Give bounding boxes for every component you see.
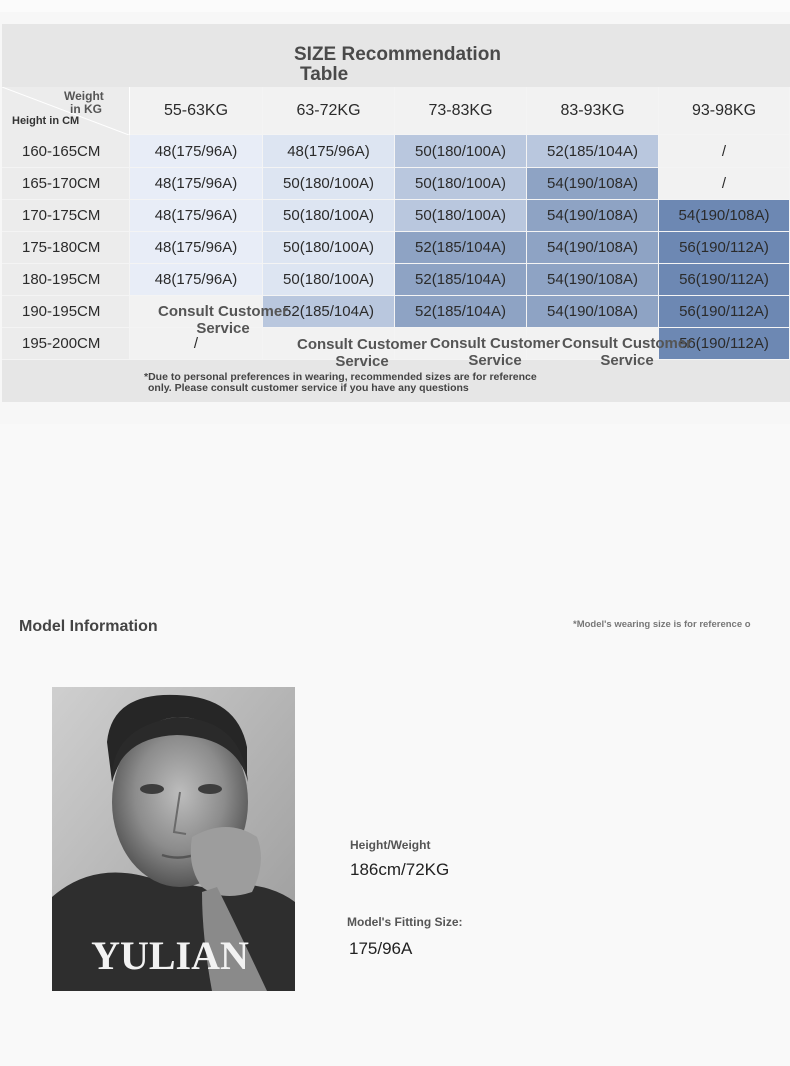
size-cell: 54(190/108A) bbox=[527, 264, 659, 296]
height-row-label: 170-175CM bbox=[2, 200, 130, 232]
height-row-label: 165-170CM bbox=[2, 168, 130, 200]
top-band bbox=[0, 0, 790, 12]
size-cell: 52(185/104A) bbox=[395, 232, 527, 264]
consult-customer-service-overlay bbox=[158, 303, 288, 337]
consult-line2: Service bbox=[196, 320, 250, 337]
corner-weight-label bbox=[64, 90, 104, 116]
size-cell: 52(185/104A) bbox=[395, 264, 527, 296]
height-weight-label: Height/Weight bbox=[350, 838, 431, 852]
size-cell: 56(190/112A) bbox=[659, 296, 790, 328]
consult-line2: Service bbox=[335, 353, 389, 370]
size-cell: 52(185/104A) bbox=[527, 135, 659, 168]
size-cell: 48(175/96A) bbox=[130, 232, 263, 264]
height-row-label: 195-200CM bbox=[2, 328, 130, 360]
model-photo bbox=[52, 687, 295, 991]
size-cell: 54(190/108A) bbox=[527, 296, 659, 328]
note-line2: only. Please consult customer service if you have any questions bbox=[148, 382, 469, 394]
size-cell: 56(190/112A) bbox=[659, 264, 790, 296]
model-section-title: Model Information bbox=[19, 618, 158, 635]
model-reference-note: *Model's wearing size is for reference o bbox=[573, 619, 751, 630]
size-cell: / bbox=[659, 168, 790, 200]
weight-header-2: 63-72KG bbox=[263, 87, 395, 135]
corner-weight-line1: Weight bbox=[64, 89, 104, 103]
fitting-size-value: 175/96A bbox=[349, 939, 413, 958]
weight-header-3: 73-83KG bbox=[395, 87, 527, 135]
size-cell: 52(185/104A) bbox=[263, 296, 395, 328]
size-cell: 50(180/100A) bbox=[395, 135, 527, 168]
height-weight-value: 186cm/72KG bbox=[350, 860, 450, 879]
consult-line1: Consult Customer bbox=[562, 335, 693, 352]
size-cell: 48(175/96A) bbox=[130, 264, 263, 296]
size-cell: 48(175/96A) bbox=[130, 168, 263, 200]
height-row-label: 190-195CM bbox=[2, 296, 130, 328]
size-cell: 56(190/112A) bbox=[659, 232, 790, 264]
size-cell: 52(185/104A) bbox=[395, 296, 527, 328]
size-cell: 50(180/100A) bbox=[263, 168, 395, 200]
size-cell: 48(175/96A) bbox=[130, 135, 263, 168]
table-corner-header bbox=[2, 87, 130, 136]
size-cell: 50(180/100A) bbox=[263, 232, 395, 264]
size-cell: 56(190/112A) bbox=[659, 328, 790, 360]
corner-height-label: Height in CM bbox=[12, 115, 80, 127]
height-row-label: 160-165CM bbox=[2, 135, 130, 168]
size-cell: 54(190/108A) bbox=[659, 200, 790, 232]
size-cell: 48(175/96A) bbox=[263, 135, 395, 168]
note-line1: *Due to personal preferences in wearing, recommended sizes are for reference bbox=[144, 371, 537, 383]
size-cell: 50(180/100A) bbox=[263, 200, 395, 232]
size-cell: 54(190/108A) bbox=[527, 200, 659, 232]
height-row-label: 180-195CM bbox=[2, 264, 130, 296]
weight-header-5: 93-98KG bbox=[659, 87, 790, 135]
weight-header-4: 83-93KG bbox=[527, 87, 659, 135]
consult-line2: Service bbox=[600, 352, 654, 369]
size-cell: 54(190/108A) bbox=[527, 168, 659, 200]
consult-customer-service-overlay bbox=[562, 335, 692, 369]
size-cell: 50(180/100A) bbox=[395, 200, 527, 232]
model-photo-brand: YULIAN bbox=[91, 933, 249, 978]
size-table-note bbox=[144, 372, 537, 394]
fitting-size-label: Model's Fitting Size: bbox=[347, 915, 463, 929]
size-cell: 50(180/100A) bbox=[263, 264, 395, 296]
height-row-label: 175-180CM bbox=[2, 232, 130, 264]
consult-line1: Consult Customer bbox=[297, 336, 428, 353]
corner-weight-line2: in KG bbox=[70, 102, 102, 116]
consult-line2: Service bbox=[468, 352, 522, 369]
size-cell: / bbox=[130, 328, 263, 360]
size-cell: 48(175/96A) bbox=[130, 200, 263, 232]
size-cell: 54(190/108A) bbox=[527, 232, 659, 264]
size-title-line2: Table bbox=[300, 64, 349, 85]
size-cell: 50(180/100A) bbox=[395, 168, 527, 200]
consult-customer-service-overlay bbox=[297, 336, 427, 370]
consult-customer-service-overlay bbox=[430, 335, 560, 369]
size-cell: / bbox=[659, 135, 790, 168]
weight-header-1: 55-63KG bbox=[130, 87, 263, 135]
size-title-line1: SIZE Recommendation bbox=[294, 44, 501, 65]
consult-line1: Consult Customer bbox=[430, 335, 561, 352]
consult-line1: Consult Customer bbox=[158, 303, 289, 320]
